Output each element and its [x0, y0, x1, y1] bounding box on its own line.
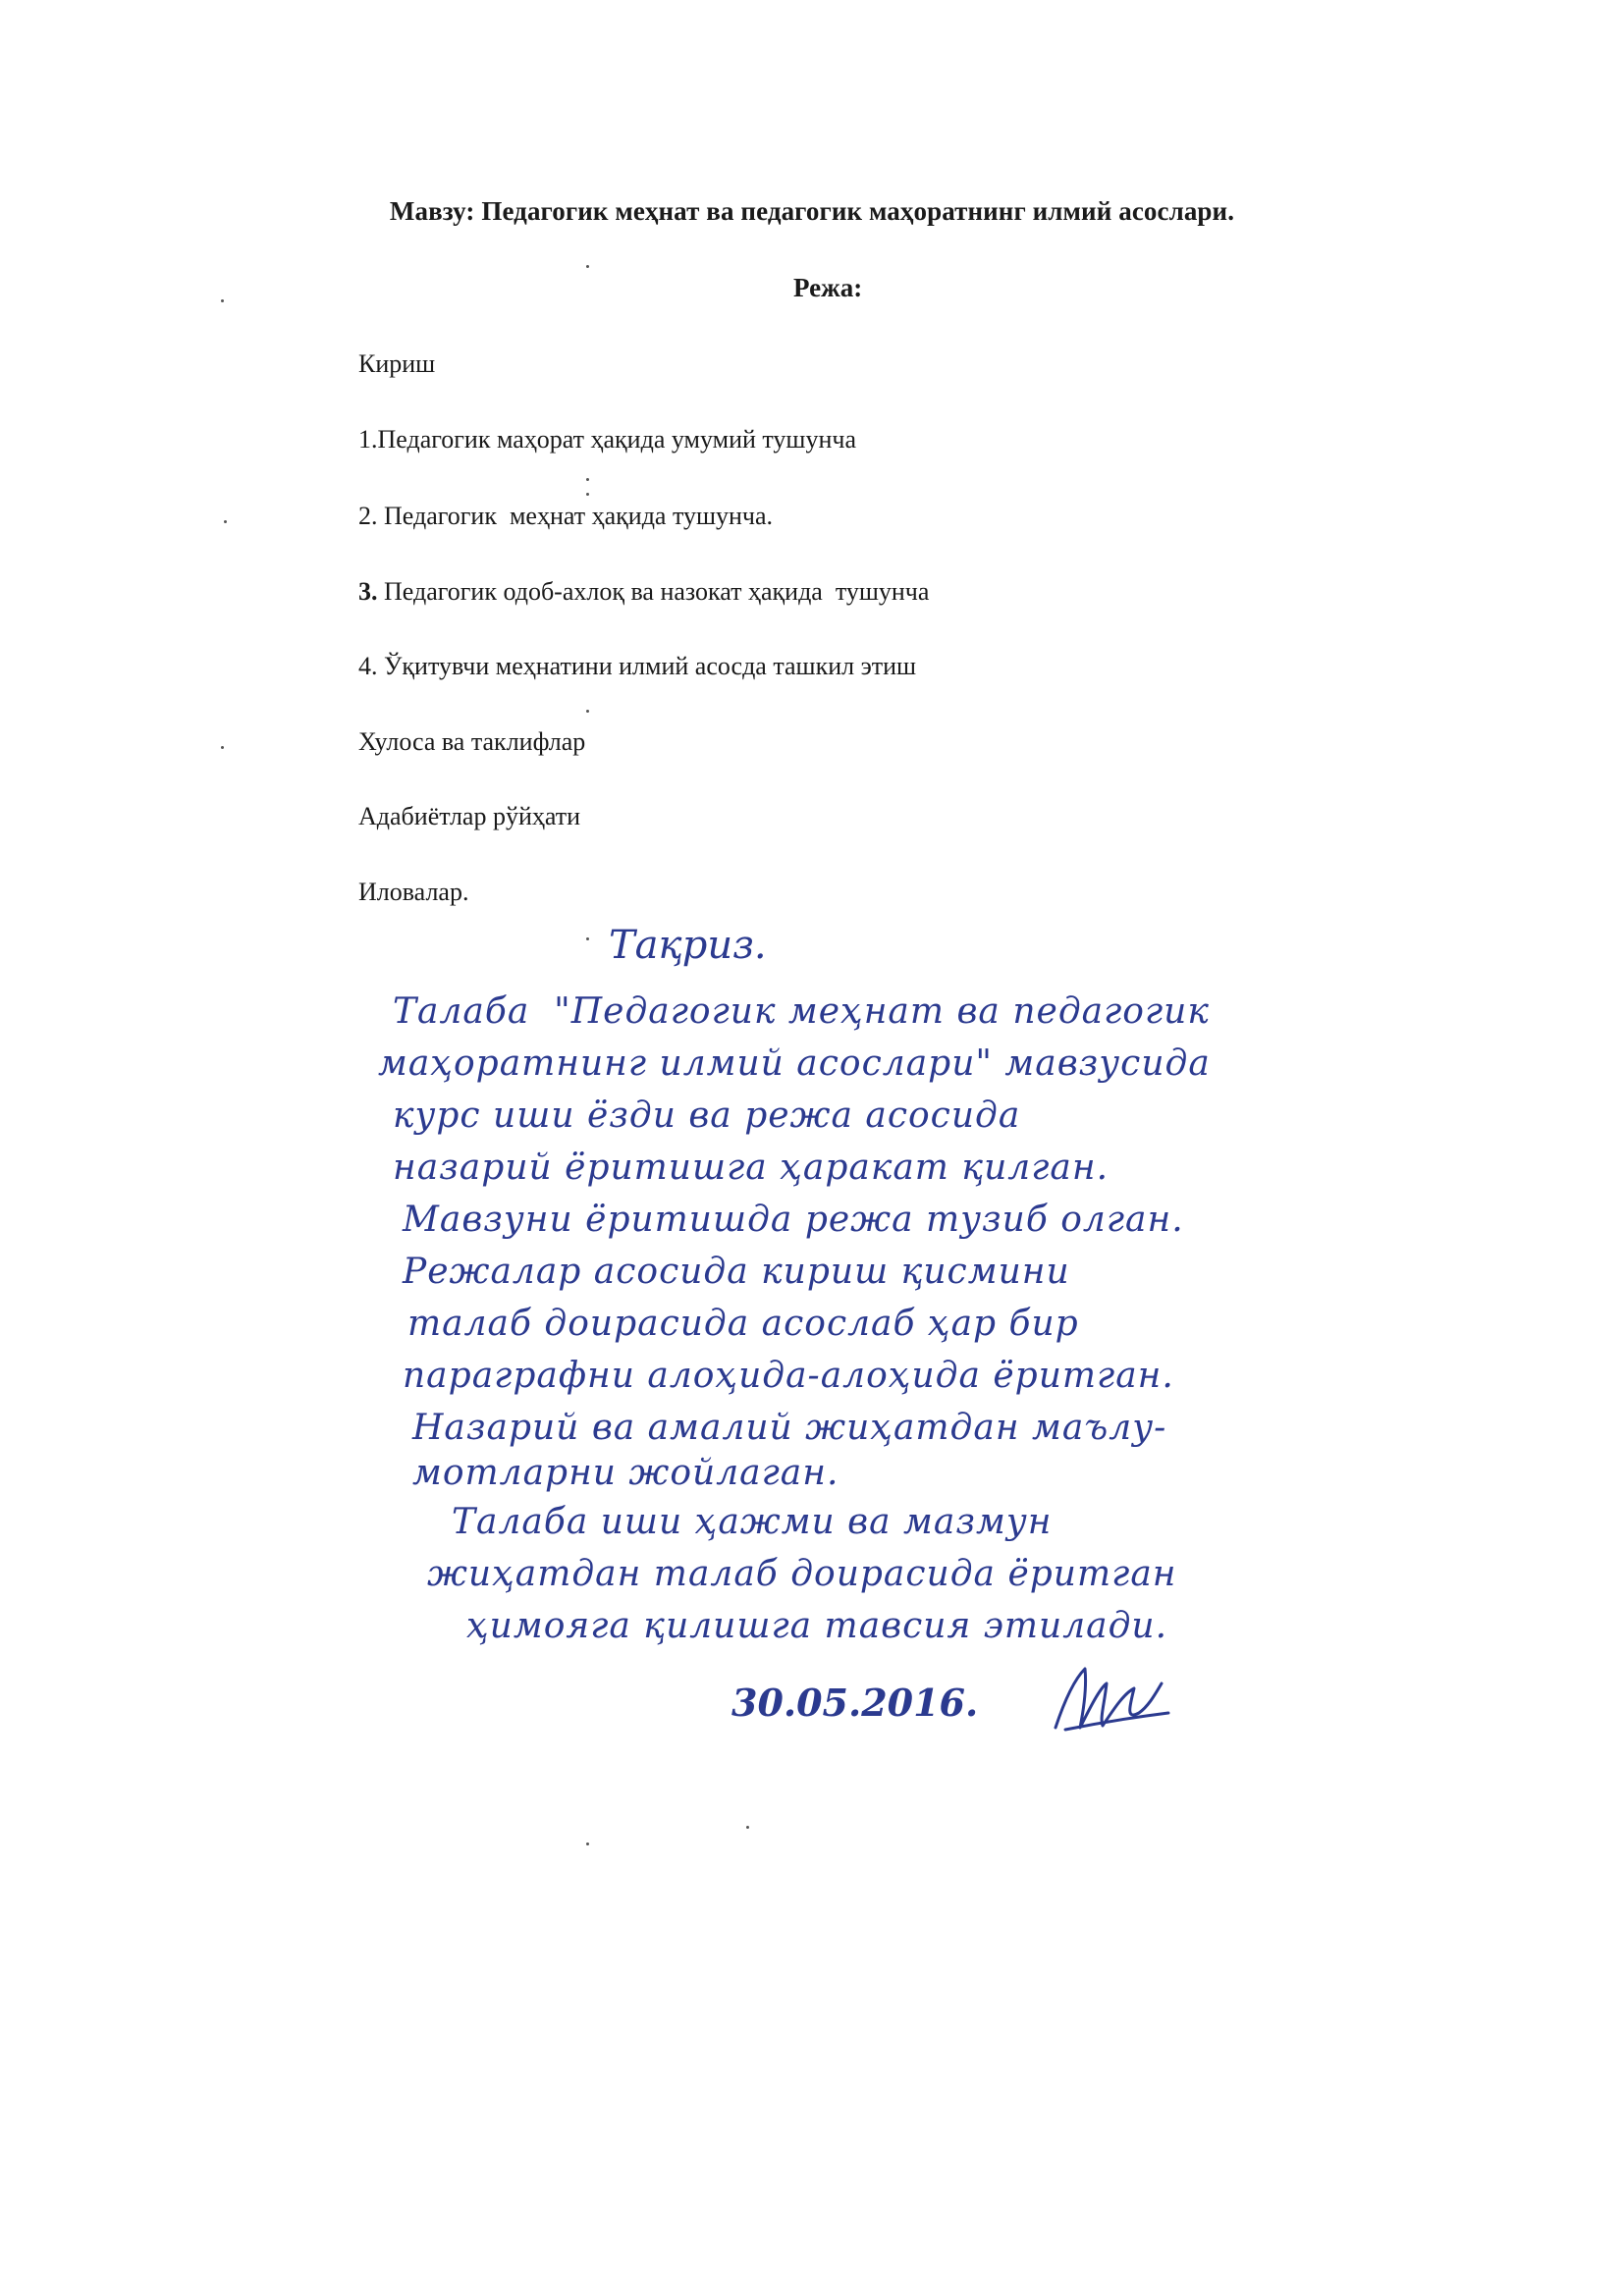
review-line: назарий ёритишга ҳаракат қилган.: [393, 1148, 1110, 1188]
plan-item-references: Адабиётлар рўйҳати: [358, 802, 581, 830]
plan-item-3: [358, 577, 929, 607]
scan-speck: [224, 520, 227, 523]
plan-item-intro: Кириш: [358, 349, 436, 378]
review-line: маҳоратнинг илмий асослари" мавзусида: [378, 1043, 1211, 1084]
review-heading: Тақриз.: [609, 923, 767, 968]
review-line: Мавзуни ёритишда режа тузиб олган.: [403, 1200, 1184, 1240]
plan-item-1: 1.Педагогик маҳорат ҳақида умумий тушунча: [358, 425, 856, 454]
plan-item-3-number: 3.: [358, 577, 378, 606]
scan-speck: [586, 478, 589, 481]
plan-item-3-label: Педагогик одоб-ахлоқ ва назокат ҳақида тушунча: [377, 577, 930, 606]
review-line: курс иши ёзди ва режа асосида: [393, 1095, 1021, 1136]
signature-mark: [1046, 1659, 1173, 1737]
scan-speck: [746, 1826, 749, 1829]
review-date: 30.05.2016.: [731, 1681, 979, 1725]
plan-item-4: 4. Ўқитувчи меҳнатини илмий асосда ташкил этиш: [358, 652, 917, 680]
plan-item-conclusion: Хулоса ва таклифлар: [358, 727, 586, 756]
plan-item-appendices: Иловалар.: [358, 878, 469, 906]
review-line: Режалар асосида кириш қисмини: [403, 1252, 1070, 1292]
review-line: Талаба "Педагогик меҳнат ва педагогик: [393, 991, 1210, 1032]
scan-speck: [586, 1842, 589, 1845]
scan-speck: [586, 493, 589, 496]
review-line: Талаба иши ҳажми ва мазмун: [452, 1502, 1053, 1542]
scan-speck: [586, 710, 589, 713]
plan-heading: Режа:: [793, 273, 863, 302]
review-line: жиҳатдан талаб доирасида ёритган: [427, 1554, 1177, 1594]
scan-speck: [586, 937, 589, 940]
plan-item-2: 2. Педагогик меҳнат ҳақида тушунча.: [358, 502, 774, 530]
scan-speck: [586, 265, 589, 268]
document-title: Мавзу: Педагогик меҳнат ва педагогик маҳоратнинг илмий асослари.: [389, 196, 1235, 226]
review-line: ҳимояга қилишга тавсия этилади.: [466, 1606, 1168, 1646]
review-line: Назарий ва амалий жиҳатдан маълу-: [412, 1408, 1167, 1448]
scan-speck: [221, 746, 224, 749]
review-line: талаб доирасида асослаб ҳар бир: [407, 1304, 1079, 1344]
review-line: мотларни жойлаган.: [412, 1453, 839, 1493]
scan-speck: [221, 299, 224, 302]
review-line: параграфни алоҳида-алоҳида ёритган.: [403, 1356, 1174, 1396]
